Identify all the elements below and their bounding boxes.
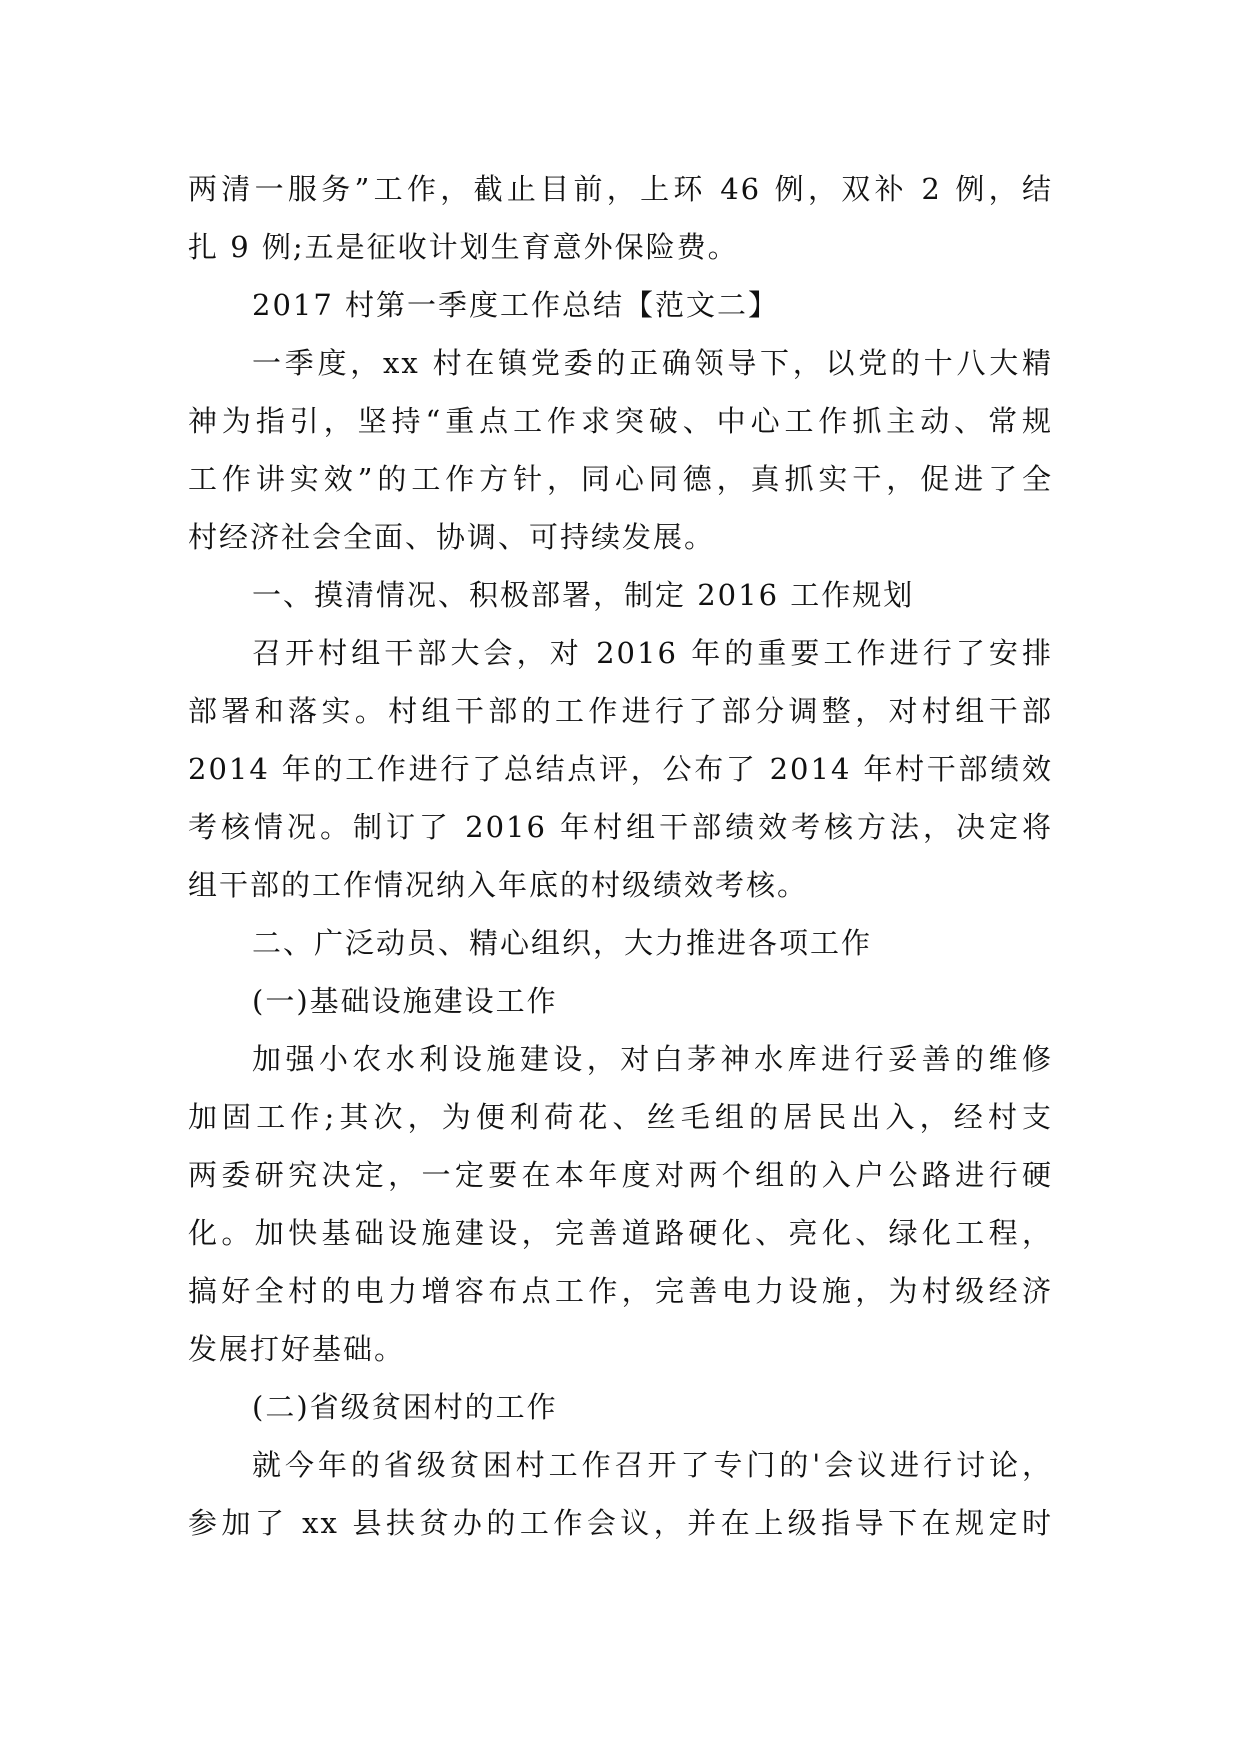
text-line: 加固工作;其次，为便利荷花、丝毛组的居民出入，经村支	[188, 1100, 1053, 1134]
text-line: 村经济社会全面、协调、可持续发展。	[188, 520, 716, 554]
text-line: 部署和落实。村组干部的工作进行了部分调整，对村组干部	[188, 694, 1053, 728]
text-line: 发展打好基础。	[188, 1332, 406, 1366]
subsection-heading: (一)基础设施建设工作	[252, 984, 558, 1018]
text-line: 两清一服务”工作，截止目前，上环 46 例，双补 2 例，结	[188, 172, 1053, 206]
text-line: 加强小农水利设施建设，对白茅神水库进行妥善的维修	[252, 1042, 1053, 1076]
text-line: 参加了 xx 县扶贫办的工作会议，并在上级指导下在规定时	[188, 1506, 1053, 1540]
text-line: 两委研究决定，一定要在本年度对两个组的入户公路进行硬	[188, 1158, 1053, 1192]
text-line: 就今年的省级贫困村工作召开了专门的'会议进行讨论，	[252, 1448, 1053, 1482]
text-line: 考核情况。制订了 2016 年村组干部绩效考核方法，决定将	[188, 810, 1053, 844]
section-heading: 一、摸清情况、积极部署，制定 2016 工作规划	[252, 578, 915, 612]
text-line: 扎 9 例;五是征收计划生育意外保险费。	[188, 230, 739, 264]
text-line: 召开村组干部大会，对 2016 年的重要工作进行了安排	[252, 636, 1053, 670]
text-line: 一季度，xx 村在镇党委的正确领导下，以党的十八大精	[252, 346, 1053, 380]
text-line: 化。加快基础设施建设，完善道路硬化、亮化、绿化工程，	[188, 1216, 1053, 1250]
text-line: 组干部的工作情况纳入年底的村级绩效考核。	[188, 868, 809, 902]
section-heading: 二、广泛动员、精心组织，大力推进各项工作	[252, 926, 873, 960]
text-line: 2014 年的工作进行了总结点评，公布了 2014 年村干部绩效	[188, 752, 1053, 786]
section-title: 2017 村第一季度工作总结【范文二】	[252, 288, 780, 322]
text-line: 神为指引，坚持“重点工作求突破、中心工作抓主动、常规	[188, 404, 1053, 438]
document-page	[188, 160, 1053, 1552]
subsection-heading: (二)省级贫困村的工作	[252, 1390, 558, 1424]
text-line: 工作讲实效”的工作方针，同心同德，真抓实干，促进了全	[188, 462, 1053, 496]
text-line: 搞好全村的电力增容布点工作，完善电力设施，为村级经济	[188, 1274, 1053, 1308]
